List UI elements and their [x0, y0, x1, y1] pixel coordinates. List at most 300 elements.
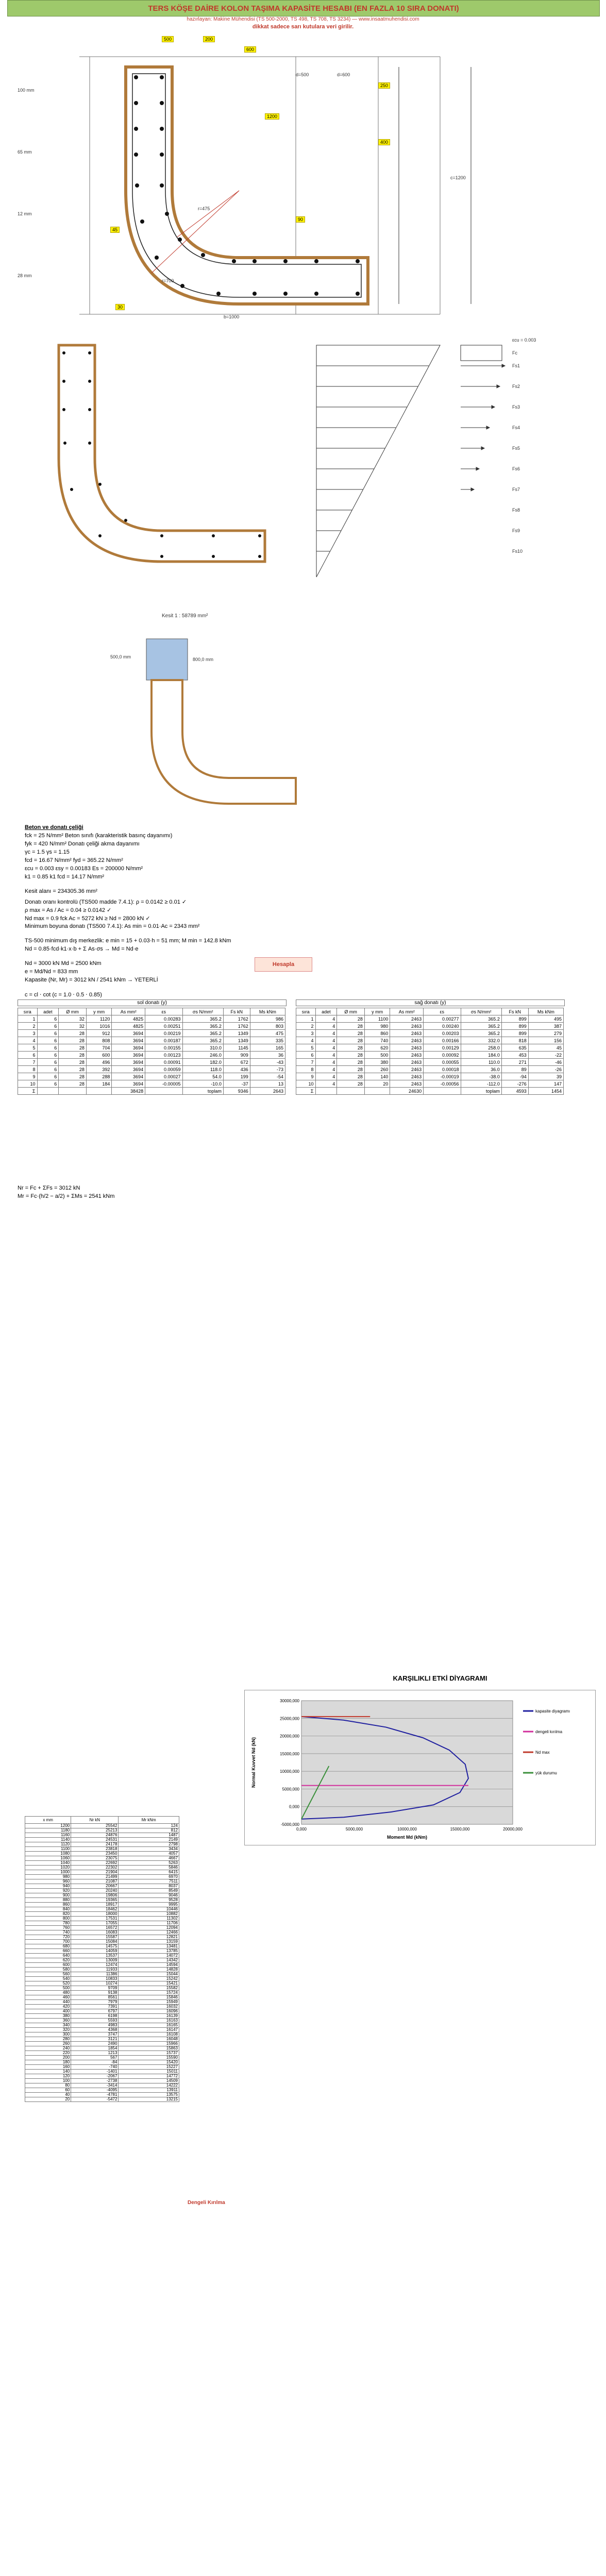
- table-cell: 24178: [71, 1842, 119, 1847]
- table-row: [25, 2000, 179, 2005]
- table-cell: toplam: [182, 1088, 223, 1095]
- table-cell: 15011: [119, 2070, 179, 2074]
- table-cell: 672: [223, 1059, 250, 1066]
- table-cell: 118.0: [182, 1066, 223, 1073]
- table-cell: 16139: [119, 2014, 179, 2019]
- check-3: Nd max = 0.9 fck Ac = 5272 kN ≥ Nd = 2800 kN ✓: [25, 916, 150, 922]
- table-cell: 600: [86, 1052, 111, 1059]
- table-cell: -10.0: [182, 1080, 223, 1088]
- table-cell: 860: [364, 1030, 390, 1037]
- col-y: y mm: [86, 1008, 111, 1015]
- table-cell: 4368: [71, 2028, 119, 2032]
- x-tick-label: 0,000: [296, 1827, 307, 1832]
- table-row: [25, 1889, 179, 1893]
- force-fc: Fc: [512, 350, 517, 355]
- check-4: Minimum boyuna donatı (TS500 7.4.1): As min = 0.01·Ac = 2343 mm²: [25, 923, 200, 929]
- table-cell: 15724: [119, 1991, 179, 1995]
- table-cell: 22302: [71, 1866, 119, 1870]
- table-cell: 0.00251: [145, 1023, 182, 1030]
- table-cell: 89: [501, 1066, 528, 1073]
- table-cell: 28: [59, 1059, 87, 1066]
- table-cell: 2: [296, 1023, 316, 1030]
- table-cell: 60: [25, 2088, 71, 2093]
- table-row: [25, 1856, 179, 1861]
- dim-b: b=1000: [224, 314, 240, 319]
- col-dia: Ø mm: [337, 1008, 365, 1015]
- input-h[interactable]: 1200: [265, 113, 279, 120]
- table-cell: 22692: [71, 1861, 119, 1866]
- section-caption: Kesit 1 : 58789 mm²: [162, 613, 208, 619]
- table-row: [25, 1833, 179, 1838]
- table-cell: 4667: [119, 1856, 179, 1861]
- table-row: [18, 1030, 285, 1037]
- table-cell: -54: [250, 1073, 285, 1080]
- material-line-4: fcd = 16.67 N/mm² fyd = 365.22 N/mm²: [25, 857, 123, 863]
- material-line-3: γc = 1.5 γs = 1.15: [25, 849, 70, 855]
- table-cell: 1060: [25, 1856, 71, 1861]
- table-cell: 6: [37, 1052, 59, 1059]
- table-cell: 15590: [119, 2056, 179, 2060]
- table-cell: 5: [296, 1044, 316, 1052]
- table-cell: 182.0: [182, 1059, 223, 1066]
- check-1: Donatı oranı kontrolü (TS500 madde 7.4.1): ρ = 0.0142 ≥ 0.01 ✓: [25, 899, 187, 905]
- table-cell: 2798: [119, 1842, 179, 1847]
- table-row: [296, 1080, 564, 1088]
- table-cell: 13159: [119, 1940, 179, 1944]
- left-dim-1: 100 mm: [18, 88, 35, 93]
- table-cell: 7: [18, 1059, 38, 1066]
- left-reinforcement-table: [18, 1008, 285, 1095]
- table-cell: 500: [364, 1052, 390, 1059]
- table-row: [25, 1870, 179, 1875]
- table-cell: 387: [528, 1023, 563, 1030]
- table-cell: Σ: [296, 1088, 316, 1095]
- table-cell: 1180: [25, 1828, 71, 1833]
- table-row: [296, 1066, 564, 1073]
- table-cell: 3121: [71, 2037, 119, 2042]
- table-row: [25, 2093, 179, 2097]
- table-cell: 496: [86, 1059, 111, 1066]
- table-cell: 940: [25, 1884, 71, 1889]
- table-cell: 436: [223, 1066, 250, 1073]
- table-row: [18, 1052, 285, 1059]
- table-cell: 14772: [119, 2074, 179, 2079]
- table-cell: 4: [315, 1066, 337, 1073]
- table-row: [25, 2009, 179, 2014]
- table-cell: 9528: [119, 1898, 179, 1903]
- table-cell: 4: [315, 1059, 337, 1066]
- table-row: [25, 1968, 179, 1972]
- table-cell: 10274: [71, 1981, 119, 1986]
- table-cell: 13215: [119, 2097, 179, 2102]
- check-2: ρ max = As / Ac = 0.04 ≥ 0.0142 ✓: [25, 907, 112, 913]
- section-svg: [7, 36, 599, 325]
- table-cell: 4057: [119, 1852, 179, 1856]
- table-cell: 912: [86, 1030, 111, 1037]
- table-cell: -276: [501, 1080, 528, 1088]
- table-row: [25, 2037, 179, 2042]
- table-cell: 0.00059: [145, 1066, 182, 1073]
- table-cell: 3694: [112, 1044, 145, 1052]
- table-row: [25, 2097, 179, 2102]
- right-table-head-row: [296, 1008, 564, 1015]
- table-cell: 120: [25, 2074, 71, 2079]
- table-cell: 812: [119, 1828, 179, 1833]
- table-cell: 28: [337, 1052, 365, 1059]
- y-tick-label: 30000,000: [280, 1699, 299, 1703]
- table-cell: 6415: [119, 1870, 179, 1875]
- table-cell: 8: [296, 1066, 316, 1073]
- legend-label: Nd max: [535, 1750, 550, 1755]
- table-cell: 300: [25, 2032, 71, 2037]
- table-cell: 16165: [119, 2023, 179, 2028]
- table-cell: 680: [25, 1944, 71, 1949]
- table-cell: 21087: [71, 1879, 119, 1884]
- dim-c: c=1200: [450, 175, 466, 180]
- table-cell: 260: [364, 1066, 390, 1073]
- table-cell: 620: [25, 1958, 71, 1963]
- table-cell: 5263: [119, 1861, 179, 1866]
- table-cell: 3: [296, 1030, 316, 1037]
- input-b[interactable]: 200: [203, 36, 215, 42]
- table-cell: Σ: [18, 1088, 38, 1095]
- table-cell: 2: [18, 1023, 38, 1030]
- table-cell: 380: [25, 2014, 71, 2019]
- table-cell: 480: [25, 1991, 71, 1995]
- table-cell: [86, 1088, 111, 1095]
- table-cell: 258.0: [461, 1044, 501, 1052]
- right-reinforcement-table: [296, 1008, 564, 1095]
- table-cell: 11933: [71, 1968, 119, 1972]
- force-fs1: Fs1: [512, 363, 520, 368]
- input-c[interactable]: 600: [244, 46, 256, 53]
- table-cell: 1762: [223, 1015, 250, 1023]
- table-cell: 6: [37, 1023, 59, 1030]
- table-cell: 0.00277: [424, 1015, 461, 1023]
- table-cell: 9138: [71, 1991, 119, 1995]
- table-cell: 1080: [25, 1852, 71, 1856]
- table-cell: 6: [37, 1059, 59, 1066]
- table-cell: 200: [25, 2056, 71, 2060]
- left-dim-4: 28 mm: [18, 273, 32, 278]
- table-row: [25, 1917, 179, 1921]
- table-cell: -2067: [71, 2074, 119, 2079]
- table-cell: 140: [364, 1073, 390, 1080]
- table-cell: 16163: [119, 2019, 179, 2023]
- table-row: [25, 2051, 179, 2056]
- table-cell: 4: [315, 1015, 337, 1023]
- table-cell: 28: [337, 1080, 365, 1088]
- table-cell: toplam: [461, 1088, 501, 1095]
- table-cell: 28: [59, 1066, 87, 1073]
- table-cell: 5593: [71, 2019, 119, 2023]
- left-dim-3: 12 mm: [18, 211, 32, 216]
- col-y: y mm: [364, 1008, 390, 1015]
- table-cell: 6: [37, 1066, 59, 1073]
- table-cell: 260: [25, 2042, 71, 2046]
- material-line-6: k1 = 0.85 k1 fcd = 14.17 N/mm²: [25, 874, 105, 880]
- input-d[interactable]: 500: [162, 36, 174, 42]
- table-row: [25, 2074, 179, 2079]
- table-cell: 11302: [119, 1917, 179, 1921]
- table-cell: 740: [25, 1930, 71, 1935]
- table-cell: 28: [337, 1044, 365, 1052]
- table-cell: 3694: [112, 1073, 145, 1080]
- table-cell: 180: [25, 2060, 71, 2065]
- input-r1[interactable]: 250: [378, 82, 390, 89]
- table-cell: 365.2: [461, 1023, 501, 1030]
- table-cell: 13: [250, 1080, 285, 1088]
- table-cell: 6: [37, 1030, 59, 1037]
- table-cell: -2738: [71, 2079, 119, 2083]
- table-cell: 14828: [119, 1968, 179, 1972]
- col-eps: εs: [424, 1008, 461, 1015]
- calculate-button[interactable]: Hesapla: [255, 957, 312, 972]
- force-fs10: Fs10: [512, 549, 523, 554]
- table-row: [25, 1861, 179, 1866]
- table-row: [25, 2028, 179, 2032]
- table-cell: 23075: [71, 1856, 119, 1861]
- col-sira: sıra: [296, 1008, 316, 1015]
- table-cell: 15966: [119, 2042, 179, 2046]
- table-row: [25, 1838, 179, 1842]
- table-cell: 28: [59, 1044, 87, 1052]
- table-cell: 808: [86, 1037, 111, 1044]
- table-cell: 840: [25, 1907, 71, 1912]
- table-cell: 3694: [112, 1080, 145, 1088]
- table-cell: 13009: [71, 1958, 119, 1963]
- col-sigma: σs N/mm²: [461, 1008, 501, 1015]
- table-cell: 8561: [71, 1995, 119, 2000]
- table-cell: 17531: [71, 1917, 119, 1921]
- table-row: [25, 2060, 179, 2065]
- summary-3: Kapasite (Nr, Mr) = 3012 kN / 2541 kNm → YETERLİ: [25, 977, 158, 983]
- table-total-row: [296, 1088, 564, 1095]
- table-cell: 13785: [119, 1949, 179, 1954]
- table-cell: 600: [25, 1963, 71, 1968]
- table-cell: 880: [25, 1898, 71, 1903]
- table-cell: 567: [71, 2056, 119, 2060]
- table-cell: 635: [501, 1044, 528, 1052]
- input-cover[interactable]: 90: [296, 216, 305, 223]
- table-cell: 1: [18, 1015, 38, 1023]
- table-cell: 13537: [71, 1954, 119, 1958]
- input-r2[interactable]: 400: [378, 139, 390, 145]
- table-cell: 28: [59, 1037, 87, 1044]
- y-tick-label: 0,000: [289, 1804, 299, 1809]
- table-row: [18, 1080, 285, 1088]
- table-cell: 16032: [119, 2005, 179, 2009]
- table-row: [25, 2042, 179, 2046]
- y-axis-label: Normal Kuvvet Nd (kN): [251, 1737, 256, 1788]
- table-cell: 365.2: [182, 1023, 223, 1030]
- table-row: [25, 1991, 179, 1995]
- table-cell: 2463: [390, 1066, 424, 1073]
- table-cell: 3: [18, 1030, 38, 1037]
- table-cell: 1160: [25, 1833, 71, 1838]
- force-fs2: Fs2: [512, 384, 520, 389]
- table-cell: 23450: [71, 1852, 119, 1856]
- col-eps: εs: [145, 1008, 182, 1015]
- table-cell: -5472: [71, 2097, 119, 2102]
- table-cell: 25213: [71, 1828, 119, 1833]
- table-cell: 899: [501, 1030, 528, 1037]
- table-cell: 20: [25, 2097, 71, 2102]
- table-cell: 1200: [25, 1824, 71, 1828]
- table-cell: 15846: [119, 1995, 179, 2000]
- table-row: [25, 1954, 179, 1958]
- table-cell: 15084: [71, 1940, 119, 1944]
- table-row: [25, 1949, 179, 1954]
- table-cell: 4983: [71, 2023, 119, 2028]
- summary-2: e = Md/Nd = 833 mm: [25, 969, 78, 975]
- table-cell: 899: [501, 1015, 528, 1023]
- table-cell: -38.0: [461, 1073, 501, 1080]
- material-line-2: fyk = 420 N/mm² Donatı çeliği akma dayanımı: [25, 841, 140, 847]
- y-tick-label: 10000,000: [280, 1769, 299, 1774]
- table-cell: 1487: [119, 1833, 179, 1838]
- table-row: [25, 2070, 179, 2074]
- table-cell: 147: [528, 1080, 563, 1088]
- load-table-head-row: [25, 1817, 179, 1824]
- table-cell: 100: [25, 2079, 71, 2083]
- table-cell: 986: [250, 1015, 285, 1023]
- table-cell: 12821: [119, 1935, 179, 1940]
- table-row: [25, 1963, 179, 1968]
- table-cell: 4825: [112, 1023, 145, 1030]
- col-sira: sıra: [18, 1008, 38, 1015]
- table-cell: 28: [59, 1073, 87, 1080]
- table-cell: 660: [25, 1949, 71, 1954]
- table-cell: 9046: [119, 1893, 179, 1898]
- table-cell: 900: [25, 1893, 71, 1898]
- page-subtitle: hazırlayan: Makine Mühendisi (TS 500-2000, TS 498, TS 708, TS 3234) — www.insaatmuhendisi.com: [187, 16, 419, 22]
- x-tick-label: 5000,000: [345, 1827, 363, 1832]
- table-cell: -26: [528, 1066, 563, 1073]
- table-cell: 11706: [119, 1921, 179, 1926]
- table-cell: 16083: [71, 1930, 119, 1935]
- table-cell: 380: [364, 1059, 390, 1066]
- table-cell: 740: [364, 1037, 390, 1044]
- small-dim-right: 800,0 mm: [193, 657, 214, 662]
- load-col-x: x mm: [25, 1817, 71, 1824]
- table-row: [25, 1884, 179, 1889]
- table-cell: 500: [25, 1986, 71, 1991]
- x-tick-label: 20000,000: [503, 1827, 523, 1832]
- input-e[interactable]: 30: [115, 304, 125, 310]
- table-cell: 16048: [119, 2037, 179, 2042]
- table-cell: [364, 1088, 390, 1095]
- table-cell: 6: [18, 1052, 38, 1059]
- table-row: [18, 1066, 285, 1073]
- table-cell: 39: [528, 1073, 563, 1080]
- table-cell: 540: [25, 1977, 71, 1981]
- table-row: [25, 1893, 179, 1898]
- table-cell: 13575: [119, 2093, 179, 2097]
- table-cell: 365.2: [182, 1030, 223, 1037]
- table-cell: 14575: [71, 1944, 119, 1949]
- table-cell: 760: [25, 1926, 71, 1930]
- table-cell: 20: [364, 1080, 390, 1088]
- table-cell: [315, 1088, 337, 1095]
- table-cell: 3694: [112, 1059, 145, 1066]
- table-cell: 18917: [71, 1903, 119, 1907]
- table-row: [25, 1972, 179, 1977]
- table-cell: 365.2: [182, 1015, 223, 1023]
- table-cell: 14342: [119, 1958, 179, 1963]
- balanced-failure-label: Dengeli Kırılma: [188, 2200, 225, 2206]
- table-cell: 460: [25, 1995, 71, 2000]
- force-fs7: Fs7: [512, 487, 520, 492]
- table-cell: 1100: [364, 1015, 390, 1023]
- dim-r2: r=700: [162, 278, 174, 283]
- table-cell: 0.00091: [145, 1059, 182, 1066]
- table-cell: 24876: [71, 1833, 119, 1838]
- table-cell: 9: [18, 1073, 38, 1080]
- table-row: [25, 1921, 179, 1926]
- table-cell: 2463: [390, 1023, 424, 1030]
- table-row: [296, 1059, 564, 1066]
- force-fs3: Fs3: [512, 404, 520, 410]
- table-cell: 7511: [119, 1879, 179, 1884]
- table-cell: 0.00123: [145, 1052, 182, 1059]
- table-cell: 9346: [223, 1088, 250, 1095]
- input-a[interactable]: 45: [110, 227, 120, 233]
- table-cell: 700: [25, 1940, 71, 1944]
- table-cell: 1145: [223, 1044, 250, 1052]
- table-cell: 780: [25, 1921, 71, 1926]
- table-row: [25, 1847, 179, 1852]
- load-table: [25, 1816, 179, 2102]
- table-row: [25, 1958, 179, 1963]
- moment-line: TS-500 minimum dış merkezlik: e min = 15 + 0.03·h = 51 mm; M min = 142.8 kNm: [25, 938, 231, 944]
- table-cell: 19365: [71, 1898, 119, 1903]
- table-row: [296, 1073, 564, 1080]
- table-cell: 800: [25, 1917, 71, 1921]
- table-cell: 360: [25, 2019, 71, 2023]
- x-tick-label: 15000,000: [450, 1827, 470, 1832]
- table-cell: 36: [250, 1052, 285, 1059]
- table-cell: 4: [315, 1030, 337, 1037]
- table-cell: 1140: [25, 1838, 71, 1842]
- table-cell: 16108: [119, 2032, 179, 2037]
- col-as: As mm²: [112, 1008, 145, 1015]
- y-tick-label: 25000,000: [280, 1716, 299, 1721]
- table-cell: 246.0: [182, 1052, 223, 1059]
- table-cell: 3747: [71, 2032, 119, 2037]
- table-cell: 15242: [119, 1977, 179, 1981]
- table-cell: 15420: [119, 2060, 179, 2065]
- table-cell: 8549: [119, 1889, 179, 1893]
- table-row: [25, 2056, 179, 2060]
- table-cell: 28: [337, 1015, 365, 1023]
- table-row: [25, 1852, 179, 1856]
- load-list: [25, 1816, 179, 2102]
- table-cell: 2463: [390, 1015, 424, 1023]
- table-cell: 38428: [112, 1088, 145, 1095]
- table-cell: -46: [528, 1059, 563, 1066]
- table-cell: 160: [25, 2065, 71, 2070]
- table-cell: 5846: [119, 1866, 179, 1870]
- table-cell: 24630: [390, 1088, 424, 1095]
- table-cell: 332.0: [461, 1037, 501, 1044]
- table-cell: 400: [25, 2009, 71, 2014]
- table-cell: 32: [59, 1015, 87, 1023]
- table-cell: 0.00027: [145, 1073, 182, 1080]
- table-cell: 420: [25, 2005, 71, 2009]
- col-as: As mm²: [390, 1008, 424, 1015]
- table-cell: 10: [18, 1080, 38, 1088]
